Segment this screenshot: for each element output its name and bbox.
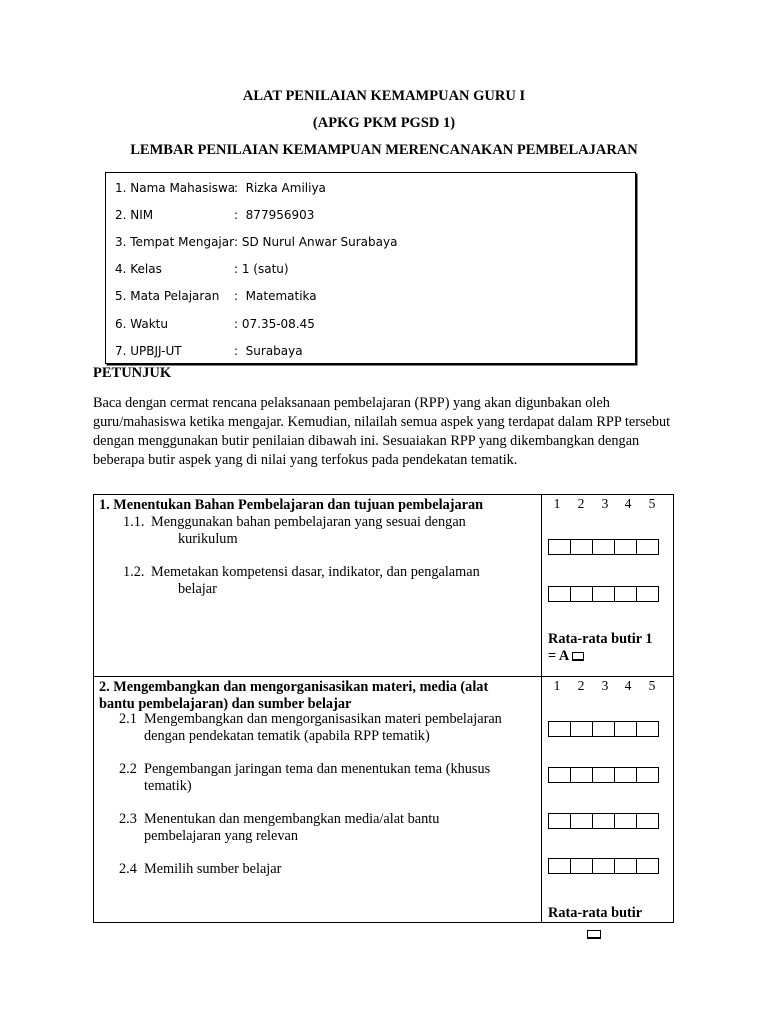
- rating-box-1[interactable]: [548, 539, 571, 555]
- rating-boxes: [548, 813, 659, 829]
- assessment-section-2: [93, 677, 674, 923]
- criterion-text-line1: Menggunakan bahan pembelajaran yang sesuai dengan: [151, 514, 466, 530]
- rating-boxes: [548, 767, 659, 783]
- rating-box-1[interactable]: [548, 586, 571, 602]
- document-title: ALAT PENILAIAN KEMAMPUAN GURU I: [242, 88, 526, 104]
- rating-box-1[interactable]: [548, 767, 571, 783]
- rating-box-2[interactable]: [570, 721, 593, 737]
- info-label: 3. Tempat Mengajar: [115, 235, 235, 249]
- criterion-number: 2.3: [119, 811, 137, 827]
- assessment-section-1: [93, 494, 674, 677]
- scale-label: 2: [577, 678, 585, 693]
- scale-label: 1: [553, 496, 561, 511]
- criterion-number: 2.1: [119, 711, 137, 727]
- info-label: 5. Mata Pelajaran: [115, 289, 220, 303]
- rating-box-1[interactable]: [548, 813, 571, 829]
- rating-box-3[interactable]: [592, 767, 615, 783]
- average-label-line2: = A: [548, 648, 570, 664]
- average-box[interactable]: [587, 930, 601, 939]
- rating-box-2[interactable]: [570, 539, 593, 555]
- rating-box-5[interactable]: [636, 539, 659, 555]
- info-value: : 877956903: [234, 208, 315, 222]
- rating-box-1[interactable]: [548, 858, 571, 874]
- rating-box-2[interactable]: [570, 767, 593, 783]
- scale-label: 3: [601, 678, 609, 693]
- info-value: : 07.35-08.45: [234, 317, 315, 331]
- rating-boxes: [548, 858, 659, 874]
- rating-box-5[interactable]: [636, 813, 659, 829]
- info-row-waktu: [115, 317, 315, 333]
- rating-box-4[interactable]: [614, 586, 637, 602]
- criterion-text-line2: tematik): [144, 778, 192, 794]
- rating-box-4[interactable]: [614, 858, 637, 874]
- criterion-item: [119, 811, 543, 845]
- average-box[interactable]: [572, 652, 584, 661]
- rating-box-5[interactable]: [636, 767, 659, 783]
- rating-box-3[interactable]: [592, 858, 615, 874]
- info-row-nama: [115, 181, 326, 197]
- criterion-text-line1: Pengembangan jaringan tema dan menentukan tema (khusus: [144, 761, 491, 777]
- rating-box-4[interactable]: [614, 813, 637, 829]
- info-row-upbjj: [115, 344, 303, 360]
- criterion-text-line1: Mengembangkan dan mengorganisasikan materi pembelajaran: [144, 711, 502, 727]
- rating-box-2[interactable]: [570, 813, 593, 829]
- info-value: : SD Nurul Anwar Surabaya: [234, 235, 398, 249]
- petunjuk-heading: PETUNJUK: [93, 365, 172, 381]
- section-title-line2: bantu pembelajaran) dan sumber belajar: [99, 696, 352, 712]
- info-label: 6. Waktu: [115, 317, 168, 331]
- rating-box-2[interactable]: [570, 858, 593, 874]
- section-title-line1: 2. Mengembangkan dan mengorganisasikan materi, media (alat: [99, 679, 489, 695]
- criterion-number: 2.4: [119, 861, 137, 877]
- criterion-text-line1: Memetakan kompetensi dasar, indikator, dan pengalaman: [151, 564, 480, 580]
- info-value: : Surabaya: [234, 344, 303, 358]
- info-label: 1. Nama Mahasiswa: [115, 181, 236, 195]
- section-title: 1. Menentukan Bahan Pembelajaran dan tujuan pembelajaran: [99, 497, 484, 513]
- criterion-text-line1: Memilih sumber belajar: [144, 861, 282, 877]
- info-row-mapel: [115, 289, 317, 305]
- section-title: [99, 679, 488, 713]
- rating-boxes: [548, 721, 659, 737]
- criterion-item: [123, 514, 543, 548]
- rating-box-5[interactable]: [636, 858, 659, 874]
- rating-box-4[interactable]: [614, 721, 637, 737]
- identity-box: [105, 172, 636, 364]
- rating-box-3[interactable]: [592, 813, 615, 829]
- info-row-tempat: [115, 235, 398, 251]
- scale-label: 5: [648, 496, 656, 511]
- average-label: Rata-rata butir: [548, 905, 643, 921]
- rating-boxes: [548, 539, 659, 555]
- criterion-number: 1.1.: [123, 514, 145, 530]
- rating-boxes: [548, 586, 659, 602]
- average-label: [548, 631, 653, 665]
- rating-box-1[interactable]: [548, 721, 571, 737]
- form-title: LEMBAR PENILAIAN KEMAMPUAN MERENCANAKAN PEMBELAJARAN: [130, 142, 638, 158]
- average-label-line1: Rata-rata butir 1: [548, 631, 653, 647]
- criterion-item: [123, 564, 543, 598]
- scale-label: 1: [553, 678, 561, 693]
- info-value: : Rizka Amiliya: [234, 181, 326, 195]
- average-box-wrapper: [587, 925, 601, 943]
- scale-label: 4: [624, 496, 632, 511]
- rating-box-4[interactable]: [614, 539, 637, 555]
- criterion-item: [119, 861, 543, 878]
- info-value: : 1 (satu): [234, 262, 289, 276]
- info-value: : Matematika: [234, 289, 317, 303]
- criterion-number: 2.2: [119, 761, 137, 777]
- info-row-kelas: [115, 262, 289, 278]
- rating-box-4[interactable]: [614, 767, 637, 783]
- rating-box-3[interactable]: [592, 721, 615, 737]
- scale-label: 4: [624, 678, 632, 693]
- info-label: 4. Kelas: [115, 262, 162, 276]
- criterion-item: [119, 761, 543, 795]
- criterion-text-line2: dengan pendekatan tematik (apabila RPP tematik): [144, 728, 430, 744]
- rating-box-5[interactable]: [636, 721, 659, 737]
- rating-box-3[interactable]: [592, 586, 615, 602]
- rating-box-3[interactable]: [592, 539, 615, 555]
- criterion-text-line1: Menentukan dan mengembangkan media/alat bantu: [144, 811, 440, 827]
- scale-label: 2: [577, 496, 585, 511]
- document-subtitle: (APKG PKM PGSD 1): [312, 115, 456, 131]
- criterion-number: 1.2.: [123, 564, 145, 580]
- criterion-text-line2: belajar: [178, 581, 217, 597]
- criterion-text-line2: kurikulum: [178, 531, 238, 547]
- info-label: 7. UPBJJ-UT: [115, 344, 182, 358]
- info-label: 2. NIM: [115, 208, 154, 222]
- scale-label: 5: [648, 678, 656, 693]
- rating-box-5[interactable]: [636, 586, 659, 602]
- scale-label: 3: [601, 496, 609, 511]
- criterion-item: [119, 711, 543, 745]
- rating-box-2[interactable]: [570, 586, 593, 602]
- petunjuk-text: Baca dengan cermat rencana pelaksanaan pembelajaran (RPP) yang akan digunbakan oleh guru/mahasiswa ketika mengajar. Kemudian, nilailah semua aspek yang terdapat dalam RPP tersebut dengan menggunakan butir penilaian dibawah ini. Sesuaiakan RPP yang dikembangkan dengan beberapa butir aspek yang di nilai yang terfokus pada pendekatan tematik.: [93, 395, 671, 468]
- criterion-text-line2: pembelajaran yang relevan: [144, 828, 299, 844]
- info-row-nim: [115, 208, 315, 224]
